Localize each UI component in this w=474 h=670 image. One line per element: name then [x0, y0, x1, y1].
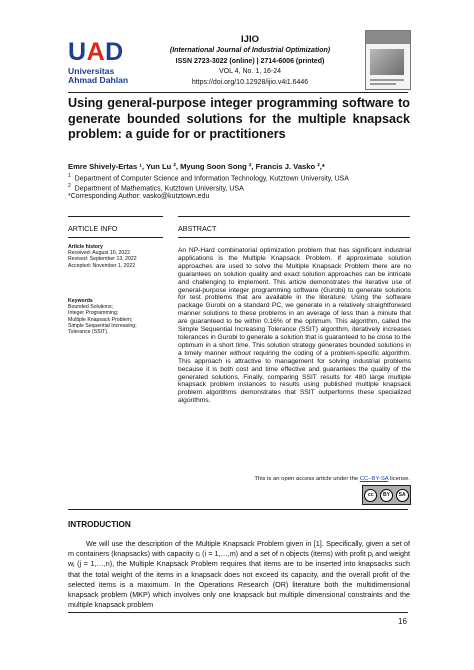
journal-header: [150, 34, 350, 88]
abstract-bottom-rule: [68, 509, 408, 510]
uad-logo: UAD: [68, 38, 124, 66]
footer-rule: [68, 612, 408, 613]
cc-icon: cc: [364, 489, 377, 502]
introduction-heading: INTRODUCTION: [68, 520, 131, 529]
by-icon: BY: [380, 489, 393, 502]
article-info-top-rule: [68, 216, 163, 217]
license-statement: This is an open access article under the CC–BY-SA license.: [254, 476, 410, 482]
abstract-top-rule: [178, 216, 410, 217]
keyword: Bounded Solutions;: [68, 304, 113, 311]
revised-date: Revised: September 13, 2022: [68, 256, 137, 263]
affiliation-1: $^1$ Department of Computer Science and Information Technology, Kutztown University, USA: [68, 173, 349, 183]
received-date: Received: August 10, 2022: [68, 250, 131, 257]
journal-volume: VOL 4, No. 1, 16-24: [219, 68, 281, 75]
affiliation-2: $^2$ Department of Mathematics, Kutztown University, USA: [68, 183, 244, 193]
journal-issn: ISSN 2723-3022 (online) | 2714-6006 (printed): [175, 57, 325, 65]
university-name-line1: Universitas: [68, 66, 115, 76]
journal-cover-thumbnail: [365, 30, 411, 90]
page-number: 16: [398, 617, 407, 626]
history-label: Article history: [68, 244, 103, 250]
keywords-label: Keywords: [68, 298, 93, 304]
journal-full-name: (International Journal of Industrial Optimization): [169, 47, 331, 54]
university-name-line2: Ahmad Dahlan: [68, 75, 129, 85]
abstract-text: An NP-Hard combinatorial optimization problem that has significant industrial applications is the Multiple Knapsack Problem. If approximate solution approaches are used to solve the Multiple Knapsack Problem there are no guarantees on solution quality and exact solution approaches can be intricate and challenging to implement. This article demonstrates the iterative use of general-purpose integer programming software (Gurobi) to generate solutions for test problems that are available in the literature. Using the software package Gurobi on a standard PC, we generate in a relatively straightforward manner solutions to these problems in an average of less than a minute that are guaranteed to be within 0.16% of the optimum. This algorithm, called the Simple Sequential Increasing Tolerance (SSIT) algorithm, iteratively increases tolerances in Gurobi to generate a solution that is guaranteed to be close to the optimum in a short time. This solution strategy generates bounded solutions in a timely manner without requiring the coding of a problem-specific algorithm. This approach is attractive to management for solving industrial problems because it is both cost and time effective and guarantees the quality of the generated solutions. Finally, comparing SSIT results for 480 large multiple knapsack problem instances to results using published multiple knapsack problem algorithms demonstrates that SSIT outperforms these specialized algorithms.: [178, 247, 411, 405]
article-doi[interactable]: https://doi.org/10.12928/ijio.v4i1.6446: [191, 78, 309, 86]
keywords-block: [68, 298, 168, 335]
paper-title: Using general-purpose integer programming software to generate bounded solutions for the multiple knapsack problem: a guide for or practitioners: [68, 96, 410, 141]
article-info-heading: ARTICLE INFO: [68, 224, 118, 233]
keyword: Tolerance (SSIT).: [68, 329, 109, 336]
keyword: Integer Programming;: [68, 310, 119, 317]
introduction-text: We will use the description of the Multiple Knapsack Problem given in [1]. Specifically, given a set of m containers (knapsacks) with capacity cᵢ (i = 1,…,m) and a set of n objects (items) with profit pⱼ and weight wⱼ (j = 1,…,n), the Multiple Knapsack Problem requires that items are to be inserted into knapsacks such that the total weight of the items in a knapsack does not exceed its capacity, and the overall profit of the selected items is a maximum. In the Operations Research (OR) literature both the multidimensional knapsack problem (MKP) which involves only one knapsack but multiple dimensional constraints and the multiple knapsack problem: [68, 539, 410, 610]
sa-icon: SA: [396, 489, 409, 502]
article-info-rule: [68, 237, 163, 238]
author-list: Emre Shively-Ertas ¹, Yun Lu ², Myung Soon Song ², Francis J. Vasko ²,*: [68, 162, 325, 171]
article-history: [68, 244, 168, 269]
corresponding-author: *Corresponding Author: vasko@kutztown.edu: [68, 193, 210, 200]
abstract-rule: [178, 237, 410, 238]
keyword: Multiple Knapsack Problem;: [68, 316, 133, 323]
cc-by-sa-badge[interactable]: [362, 485, 411, 505]
accepted-date: Accepted: November 1, 2022: [68, 262, 136, 269]
journal-short-name: IJIO: [241, 34, 259, 45]
header-divider: [68, 92, 408, 93]
keyword: Simple Sequential Increasing;: [68, 322, 137, 329]
abstract-heading: ABSTRACT: [178, 224, 217, 233]
license-link[interactable]: CC–BY-SA: [359, 476, 389, 482]
